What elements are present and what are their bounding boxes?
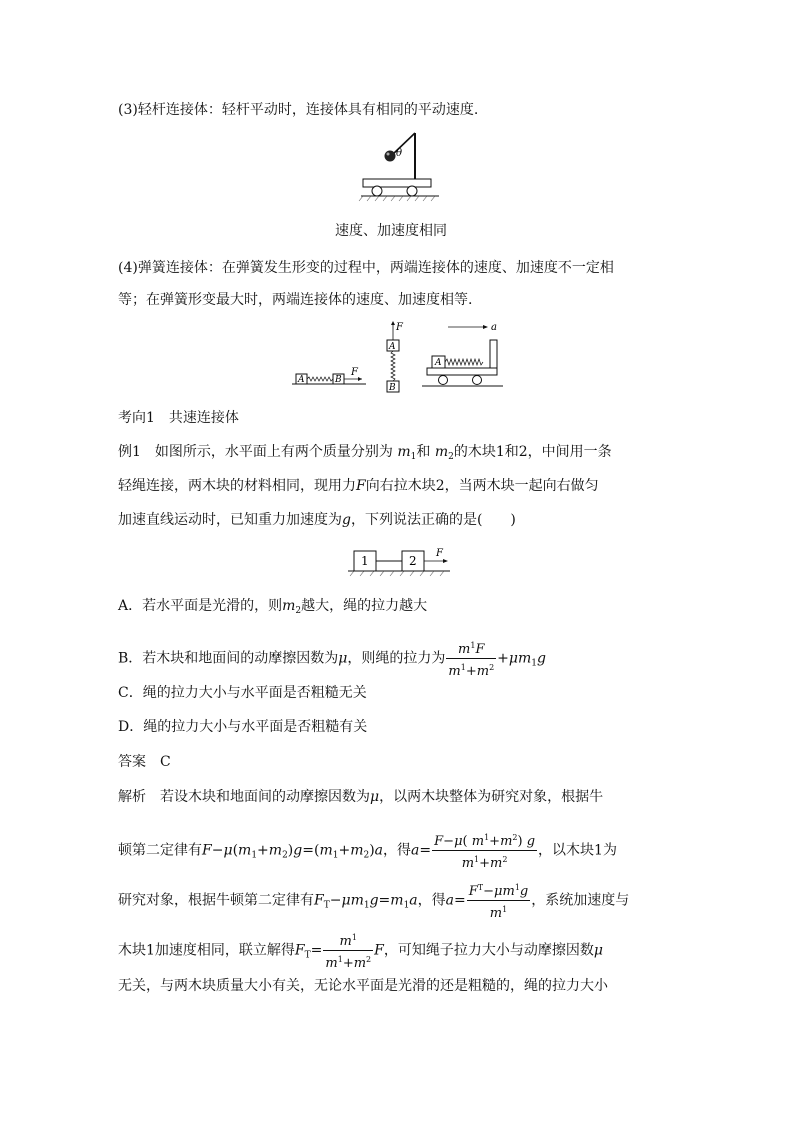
- paragraph-4-line2: 等；在弹簧形变最大时，两端连接体的速度、加速度相等.: [118, 292, 473, 308]
- figure-1-caption: 速度、加速度相同: [335, 223, 447, 239]
- analysis-text-d: ，得: [383, 842, 412, 859]
- ex1-text-g: ，下列说法正确的是( ): [350, 512, 516, 528]
- analysis-text-g: ，得: [417, 892, 446, 909]
- ex1-text-c: 的木块1和2，中间用一条: [453, 444, 612, 460]
- ex1-text-b: 和: [416, 444, 431, 460]
- force-f-left: F: [351, 367, 358, 378]
- option-a-text2: 越大，绳的拉力越大: [301, 598, 428, 614]
- analysis-line3: 研究对象，根据牛顿第二定律有$F_T-\mu m_1g=m_1a$，得a= $\frac{F^T-\mu m^1g}{m^1}$ ，系统加速度与: [118, 879, 629, 922]
- option-c[interactable]: C．绳的拉力大小与水平面是否粗糙无关: [118, 685, 367, 701]
- analysis-line1: [118, 787, 603, 807]
- analysis-text-f: 研究对象，根据牛顿第二定律有: [118, 892, 314, 909]
- ex1-text-e: 向右拉木块2，当两木块一起向右做匀: [365, 478, 599, 494]
- block-a-vertical: A: [389, 342, 396, 352]
- acceleration-a: a: [491, 322, 497, 333]
- option-b-text2: ，则绳的拉力为: [347, 650, 446, 667]
- mu-symbol: μ: [338, 650, 348, 667]
- block-a-left: A: [298, 375, 305, 385]
- two-blocks-figure: [346, 545, 456, 577]
- option-b-text: B．若木块和地面间的动摩擦因数为: [118, 650, 339, 667]
- force-f-vertical: F: [396, 322, 403, 333]
- option-d[interactable]: D．绳的拉力大小与水平面是否粗糙有关: [118, 719, 368, 735]
- force-f-fig3: F: [436, 548, 443, 559]
- g-symbol: g: [342, 512, 351, 528]
- analysis-text-j: ，可知绳子拉力大小与动摩擦因数: [383, 942, 594, 959]
- analysis-text-c: 顿第二定律有: [118, 842, 202, 859]
- paragraph-4-line1: (4)弹簧连接体：在弹簧发生形变的过程中，两端连接体的速度、加速度不一定相: [118, 260, 614, 276]
- accel-fraction-1: $\frac{F-\mu( m^1+m^2) g}{m^1+m^2}$: [432, 829, 537, 872]
- option-a-sub: 2: [295, 606, 302, 616]
- theta-label: θ: [396, 148, 403, 159]
- section-heading: 考向1 共速连接体: [118, 410, 239, 426]
- option-b[interactable]: B．若木块和地面间的动摩擦因数为μ，则绳的拉力为 $\frac{m^1F}{m^1+m^2}$ $+\mu m_1g$: [118, 637, 546, 680]
- tension-fraction: $\frac{m^1}{m^1+m^2}$: [323, 929, 373, 972]
- block-a-cart: A: [435, 358, 442, 368]
- m2-subscript: 2: [448, 452, 454, 462]
- analysis-mu-2: μ: [593, 942, 603, 959]
- analysis-text-h: ，系统加速度与: [531, 892, 630, 909]
- analysis-text-a: 解析 若设木块和地面间的动摩擦因数为: [118, 789, 370, 805]
- analysis-line4: 木块1加速度相同，联立解得$F_T=$ $\frac{m^1}{m^1+m^2}$ F，可知绳子拉力大小与动摩擦因数μ: [118, 929, 603, 972]
- spring-figure: [290, 318, 510, 396]
- analysis-line2: 顿第二定律有$F-\mu(m_1+m_2)g=(m_1+m_2)a$，得a= $\frac{F-\mu( m^1+m^2) g}{m^1+m^2}$ ，以木块1为: [118, 829, 617, 872]
- block-2-label: 2: [409, 554, 417, 568]
- option-b-fraction: $\frac{m^1F}{m^1+m^2}$: [446, 637, 496, 680]
- example-1-line3: [118, 510, 516, 530]
- analysis-text-e: ，以木块1为: [538, 842, 617, 859]
- block-b-left: B: [335, 375, 342, 385]
- option-a-m: m: [282, 598, 296, 614]
- accel-fraction-2: $\frac{F^T-\mu m^1g}{m^1}$: [467, 879, 530, 922]
- analysis-text-i: 木块1加速度相同，联立解得: [118, 942, 295, 959]
- cart-rod-figure: [355, 128, 445, 203]
- m1-symbol: m: [397, 444, 411, 460]
- option-a[interactable]: [118, 596, 427, 621]
- analysis-mu: μ: [370, 789, 380, 805]
- example-1-line1: [118, 442, 612, 467]
- option-a-text: A．若水平面是光滑的，则: [118, 598, 283, 614]
- example-1-line2: [118, 476, 599, 496]
- ex1-text-d: 轻绳连接，两木块的材料相同，现用力: [118, 478, 356, 494]
- answer: 答案 C: [118, 754, 171, 770]
- paragraph-3: (3)轻杆连接体：轻杆平动时，连接体具有相同的平动速度.: [118, 102, 479, 118]
- analysis-line5: 无关，与两木块质量大小有关，无论水平面是光滑的还是粗糙的，绳的拉力大小: [118, 978, 608, 994]
- m1-subscript: 1: [410, 452, 417, 462]
- block-1-label: 1: [361, 554, 369, 568]
- analysis-text-b: ，以两木块整体为研究对象，根据牛: [379, 789, 604, 805]
- ex1-text-a: 例1 如图所示，水平面上有两个质量分别为: [118, 444, 393, 460]
- m2-symbol: m: [434, 444, 449, 460]
- force-symbol: F: [356, 478, 366, 494]
- ex1-text-f: 加速直线运动时，已知重力加速度为: [118, 512, 342, 528]
- block-b-vertical: B: [389, 383, 396, 393]
